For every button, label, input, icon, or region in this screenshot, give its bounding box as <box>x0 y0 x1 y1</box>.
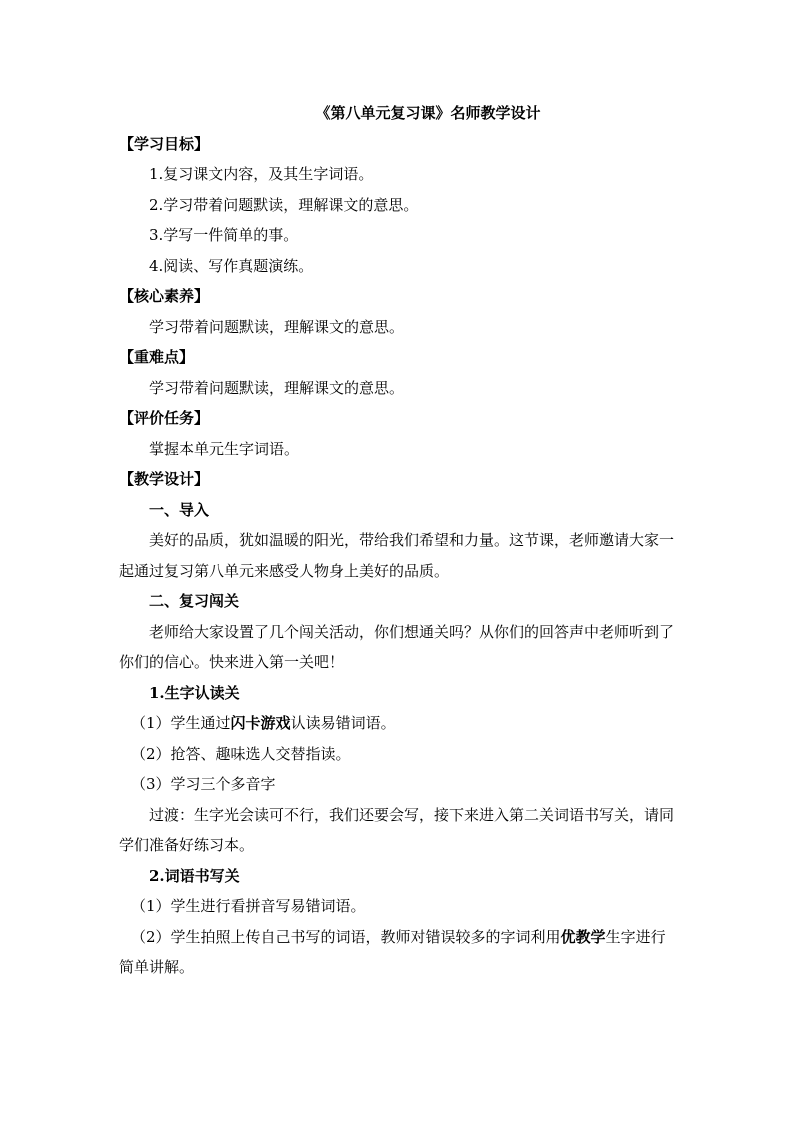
section-heading-goals: 【学习目标】 <box>119 134 210 153</box>
level1-item1-pre: （1）学生通过 <box>131 714 231 732</box>
level2-item2-pre: （2）学生拍照上传自己书写的词语，教师对错误较多的字词利用 <box>131 927 561 946</box>
level2-item2-post: 生字进行简单讲解。 <box>119 927 666 976</box>
goal-item: 4.阅读、写作真题演练。 <box>149 256 314 275</box>
part1-text: 美好的品质，犹如温暖的阳光，带给我们希望和力量。这节课，老师邀请大家一起通过复习第八单元来感受人物身上美好的品质。 <box>119 531 675 580</box>
key-text: 学习带着问题默读，理解课文的意思。 <box>149 378 405 397</box>
level2-item2-bold: 优教学 <box>560 927 606 946</box>
goal-item: 2.学习带着问题默读，理解课文的意思。 <box>149 195 419 214</box>
transition-text: 过渡：生字光会读可不行，我们还要会写，接下来进入第二关词语书写关，请同学们准备好练习本。 <box>119 805 675 854</box>
section-heading-design: 【教学设计】 <box>119 470 210 488</box>
level1-title: 1.生字认读关 <box>149 683 240 702</box>
part2-text: 老师给大家设置了几个闯关活动，你们想通关吗？从你们的回答声中老师听到了你们的信心。快来进入第一关吧！ <box>119 622 675 671</box>
eval-text: 掌握本单元生字词语。 <box>149 439 300 458</box>
level2-title: 2.词语书写关 <box>149 866 240 885</box>
level2-item: （1）学生进行看拼音写易错词语。 <box>131 897 366 915</box>
level1-item: （3）学习三个多音字 <box>131 775 276 793</box>
part1-title: 一、导入 <box>149 500 210 519</box>
level1-item1-post: 认读易错词语。 <box>290 714 396 732</box>
section-heading-core: 【核心素养】 <box>119 287 210 305</box>
section-heading-key: 【重难点】 <box>119 348 195 366</box>
level1-item1-bold: 闪卡游戏 <box>230 714 291 732</box>
section-heading-eval: 【评价任务】 <box>119 409 210 427</box>
document-body <box>119 98 677 983</box>
goal-item: 1.复习课文内容，及其生字词语。 <box>149 165 374 183</box>
part2-title: 二、复习闯关 <box>149 592 240 610</box>
level1-item <box>119 708 677 739</box>
level2-item <box>119 922 677 983</box>
level1-item: （2）抢答、趣味选人交替指读。 <box>131 744 351 763</box>
document-title: 《第八单元复习课》名师教学设计 <box>315 104 541 122</box>
goal-item: 3.学写一件简单的事。 <box>149 226 299 244</box>
core-text: 学习带着问题默读，理解课文的意思。 <box>149 317 405 336</box>
